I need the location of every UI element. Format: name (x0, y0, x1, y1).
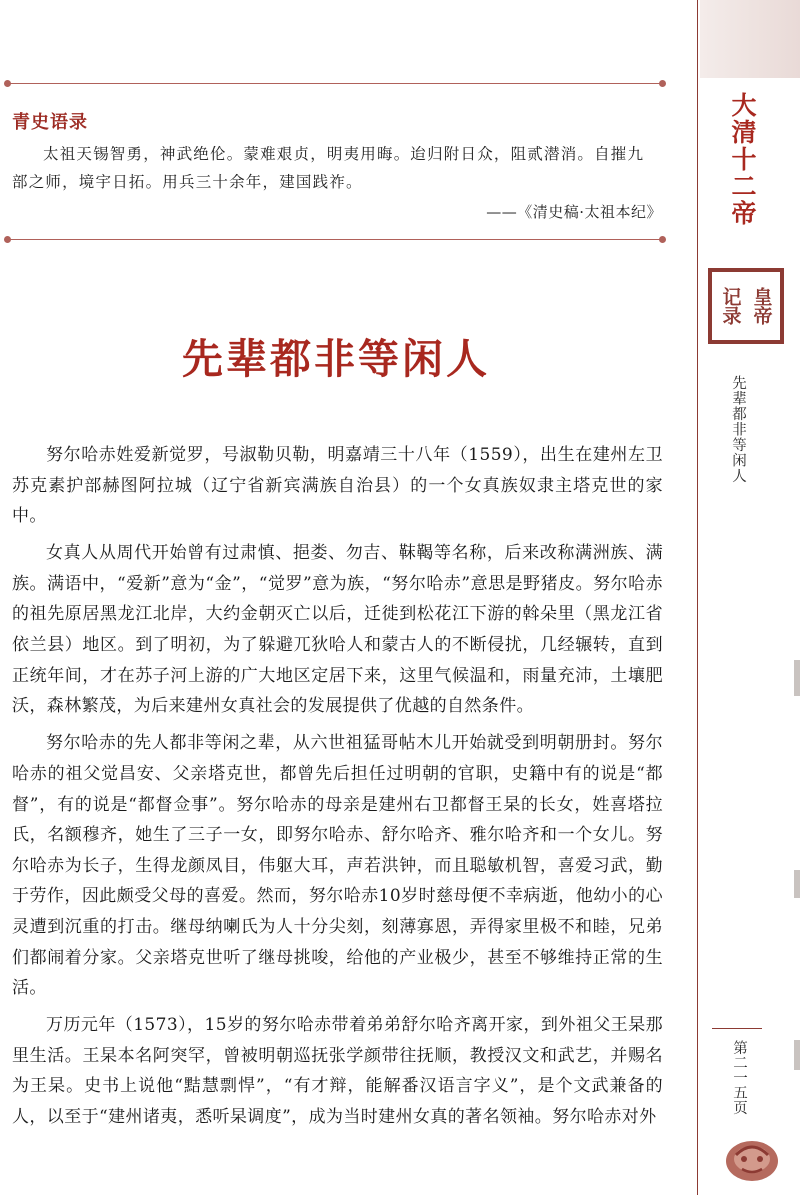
quote-bottom-rule (8, 239, 662, 240)
seal-text-right: 皇帝 (750, 287, 773, 325)
quote-heading: 青史语录 (12, 112, 88, 133)
quote-top-rule (8, 83, 662, 84)
book-title: 大清十二帝 (728, 92, 757, 227)
quote-source: ——《清史稿·太祖本纪》 (486, 203, 662, 221)
page-edge-mark (794, 870, 800, 898)
page-edge-mark (794, 1040, 800, 1070)
rule-dot (659, 80, 666, 87)
rule-dot (659, 236, 666, 243)
rule-dot (4, 80, 11, 87)
seal-stamp (708, 268, 784, 344)
page-edge-mark (794, 660, 800, 696)
running-chapter-title: 先辈都非等闲人 (730, 375, 746, 484)
paragraph: 努尔哈赤的先人都非等闲之辈，从六世祖猛哥帖木儿开始就受到明朝册封。努尔哈赤的祖父觉昌安、父亲塔克世，都曾先后担任过明朝的官职，史籍中有的说是“都督”，有的说是“都督佥事”。努尔哈赤的母亲是建州右卫都督王杲的长女，姓喜塔拉氏，名额穆齐，她生了三子一女，即努尔哈赤、舒尔哈齐、雅尔哈齐和一个女儿。努尔哈赤为长子，生得龙颜凤目，伟躯大耳，声若洪钟，而且聪敏机智，喜爱习武，勤于劳作，因此颇受父母的喜爱。然而，努尔哈赤10岁时慈母便不幸病逝，他幼小的心灵遭到沉重的打击。继母纳喇氏为人十分尖刻，刻薄寡恩，弄得家里极不和睦，兄弟们都闹着分家。父亲塔克世听了继母挑唆，给他的产业极少，甚至不够维持正常的生活。 (12, 733, 663, 999)
sidebar-top-bar (700, 0, 800, 78)
seal-text-left: 记录 (719, 287, 742, 325)
quote-text: 太祖天锡智勇，神武绝伦。蒙难艰贞，明夷用晦。迨归附日众，阻贰潜消。自摧九部之师，境宇日拓。用兵三十余年，建国践祚。 (12, 145, 645, 191)
chapter-title: 先辈都非等闲人 (182, 335, 490, 383)
paragraph: 女真人从周代开始曾有过肃慎、挹娄、勿吉、靺鞨等名称，后来改称满洲族、满族。满语中，“爱新”意为“金”，“觉罗”意为族，“努尔哈赤”意思是野猪皮。努尔哈赤的祖先原居黑龙江北岸，大约金朝灭亡以后，迁徙到松花江下游的斡朵里（黑龙江省依兰县）地区。到了明初，为了躲避兀狄哈人和蒙古人的不断侵扰，几经辗转，直到正统年间，才在苏子河上游的广大地区定居下来，这里气候温和，雨量充沛，土壤肥沃，森林繁茂，为后来建州女真社会的发展提供了优越的自然条件。 (12, 543, 663, 717)
paragraph: 努尔哈赤姓爱新觉罗，号淑勒贝勒，明嘉靖三十八年（1559），出生在建州左卫苏克素护部赫图阿拉城（辽宁省新宾满族自治县）的一个女真族奴隶主塔克世的家中。 (12, 445, 663, 527)
ornament-icon (722, 1125, 782, 1187)
rule-dot (4, 236, 11, 243)
sidebar-divider (697, 0, 698, 1195)
page-number: 第二一五页 (731, 1040, 747, 1115)
body-text (12, 440, 663, 1139)
paragraph: 万历元年（1573），15岁的努尔哈赤带着弟弟舒尔哈齐离开家，到外祖父王杲那里生活。王杲本名阿突罕，曾被明朝巡抚张学颜带往抚顺，教授汉文和武艺，并赐名为王杲。史书上说他“黠慧剽悍”，“有才辩，能解番汉语言字义”，是个文武兼备的人，以至于“建州诸夷，悉听杲调度”，成为当时建州女真的著名领袖。努尔哈赤对外 (12, 1015, 663, 1127)
